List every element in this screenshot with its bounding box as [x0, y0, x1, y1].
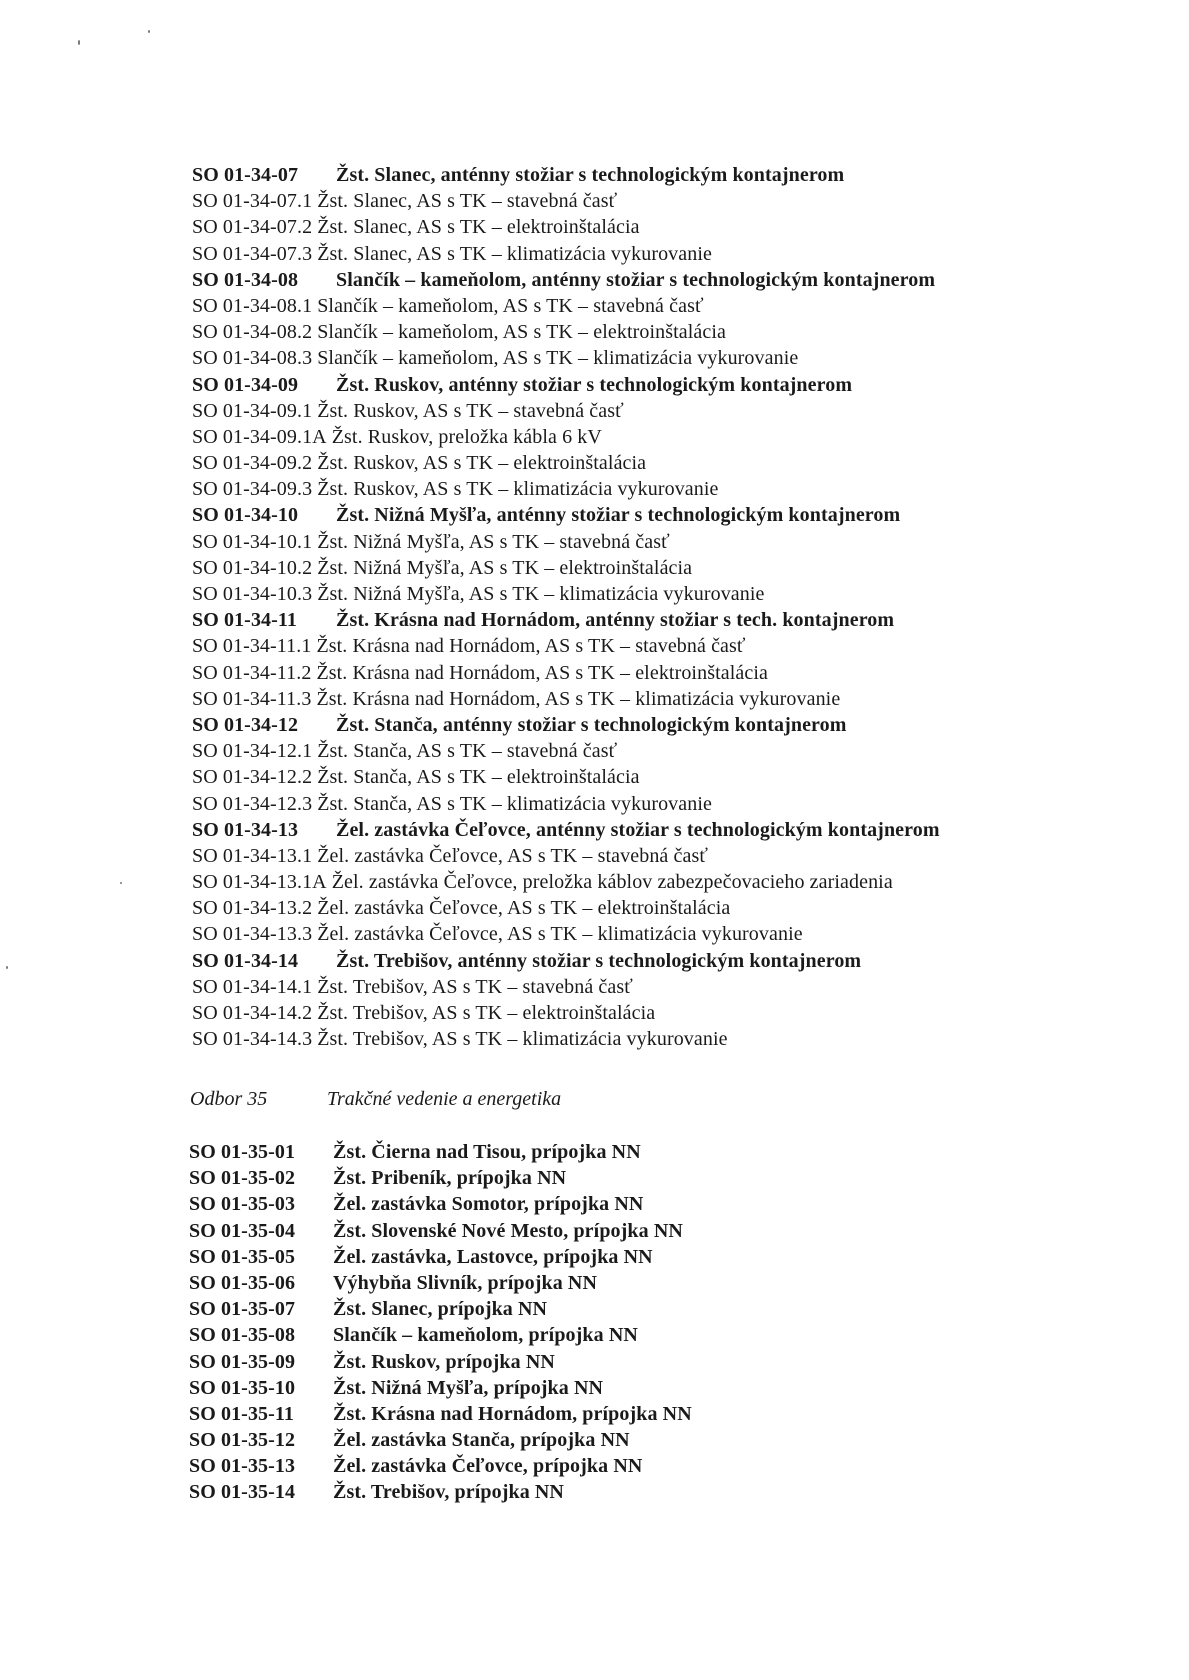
object-code: SO 01-34-13.1: [192, 844, 313, 867]
object-code: SO 01-34-11.2: [192, 661, 312, 684]
object-code: SO 01-34-09.2: [192, 452, 313, 475]
scan-speck: [148, 30, 150, 33]
object-description: Žel. zastávka Čeľovce, AS s TK – stavebná časť: [317, 844, 708, 867]
object-code: SO 01-34-14: [192, 949, 299, 972]
object-description: Žst. Nižná Myšľa, prípojka NN: [333, 1376, 604, 1399]
object-heading-row: [189, 1139, 889, 1165]
object-sub-row: [192, 398, 1072, 424]
object-code: SO 01-35-03: [189, 1193, 296, 1216]
object-description: Žst. Ruskov, prípojka NN: [333, 1350, 555, 1373]
object-code: SO 01-34-13: [192, 818, 299, 841]
object-sub-row: [192, 241, 1072, 267]
object-description: Žst. Slanec, prípojka NN: [333, 1298, 548, 1321]
object-heading-row: [192, 372, 1072, 398]
object-description: Žst. Ruskov, AS s TK – elektroinštalácia: [317, 452, 647, 475]
object-description: Žst. Krásna nad Hornádom, AS s TK – stavebná časť: [316, 635, 746, 658]
object-sub-row: [192, 738, 1072, 764]
object-code: SO 01-35-05: [189, 1245, 296, 1268]
object-heading-row: [189, 1479, 889, 1505]
object-code: SO 01-35-06: [189, 1271, 296, 1294]
scan-speck: [6, 966, 8, 969]
object-heading-row: [189, 1296, 889, 1322]
object-code: SO 01-34-12: [192, 713, 299, 736]
object-code: SO 01-34-09.1A: [192, 425, 327, 448]
object-heading-row: [189, 1401, 889, 1427]
object-code: SO 01-34-14.1: [192, 975, 313, 998]
object-sub-row: [192, 529, 1072, 555]
object-code: SO 01-35-11: [189, 1402, 294, 1425]
object-description: Žst. Čierna nad Tisou, prípojka NN: [333, 1141, 641, 1163]
object-code: SO 01-34-11: [192, 609, 297, 632]
object-heading-row: [192, 712, 1072, 738]
object-description: Žst. Stanča, anténny stožiar s technologickým kontajnerom: [336, 713, 847, 736]
object-code: SO 01-35-02: [189, 1167, 296, 1190]
object-code: SO 01-34-07: [192, 164, 299, 186]
object-description: Žst. Nižná Myšľa, AS s TK – elektroinštalácia: [317, 556, 693, 579]
object-heading-row: [192, 817, 1072, 843]
object-description: Žst. Slovenské Nové Mesto, prípojka NN: [333, 1219, 683, 1242]
object-description: Žst. Slanec, anténny stožiar s technologickým kontajnerom: [336, 164, 845, 186]
object-heading-row: [189, 1270, 889, 1296]
object-code: SO 01-35-13: [189, 1455, 296, 1478]
object-code: SO 01-34-08.1: [192, 294, 313, 317]
object-code: SO 01-34-09.1: [192, 399, 313, 422]
object-sub-row: [192, 921, 1072, 947]
object-description: Žel. zastávka Čeľovce, AS s TK – elektroinštalácia: [317, 897, 731, 920]
object-code: SO 01-34-08: [192, 268, 299, 291]
object-code: SO 01-34-09.3: [192, 478, 313, 501]
object-code: SO 01-34-09: [192, 373, 299, 396]
object-description: Žst. Krásna nad Hornádom, AS s TK – klimatizácia vykurovanie: [316, 687, 841, 710]
object-code: SO 01-34-10.1: [192, 530, 313, 553]
object-heading-row: [189, 1322, 889, 1348]
object-code: SO 01-35-04: [189, 1219, 296, 1242]
object-sub-row: [192, 974, 1072, 1000]
object-description: Slančík – kameňolom, AS s TK – elektroinštalácia: [317, 321, 726, 344]
scan-speck: [78, 40, 80, 45]
object-description: Žel. zastávka, Lastovce, prípojka NN: [333, 1245, 653, 1268]
object-description: Žst. Slanec, AS s TK – elektroinštalácia: [317, 216, 640, 239]
object-sub-row: [192, 895, 1072, 921]
object-description: Žst. Krásna nad Hornádom, anténny stožiar s tech. kontajnerom: [336, 609, 895, 632]
object-sub-row: [192, 1000, 1072, 1026]
object-description: Žst. Ruskov, AS s TK – klimatizácia vykurovanie: [317, 478, 719, 501]
object-heading-row: [192, 162, 1072, 188]
section-35-title: Trakčné vedenie a energetika: [327, 1088, 562, 1110]
object-sub-row: [192, 424, 1072, 450]
object-sub-row: [192, 843, 1072, 869]
object-description: Žst. Ruskov, AS s TK – stavebná časť: [317, 399, 624, 422]
object-sub-row: [192, 293, 1072, 319]
object-code: SO 01-34-11.1: [192, 635, 312, 658]
section-35-object-list: [189, 1139, 889, 1506]
object-description: Žst. Trebišov, AS s TK – elektroinštalácia: [317, 1002, 656, 1024]
object-heading-row: [189, 1165, 889, 1191]
object-heading-row: [192, 502, 1072, 528]
object-description: Žst. Ruskov, preložka kábla 6 kV: [331, 425, 602, 448]
object-description: Žst. Trebišov, AS s TK – stavebná časť: [317, 975, 633, 998]
object-code: SO 01-35-14: [189, 1481, 296, 1504]
object-code: SO 01-34-07.3: [192, 242, 313, 265]
object-sub-row: [192, 188, 1072, 214]
object-code: SO 01-34-11.3: [192, 687, 312, 710]
object-heading-row: [189, 1375, 889, 1401]
object-description: Žst. Stanča, AS s TK – stavebná časť: [317, 740, 618, 763]
object-code: SO 01-34-14.2: [192, 1002, 313, 1024]
object-code: SO 01-34-07.1: [192, 190, 313, 213]
object-sub-row: [192, 686, 1072, 712]
object-code: SO 01-34-07.2: [192, 216, 313, 239]
object-sub-row: [192, 791, 1072, 817]
object-description: Slančík – kameňolom, anténny stožiar s technologickým kontajnerom: [336, 268, 936, 291]
object-sub-row: [192, 633, 1072, 659]
object-code: SO 01-34-13.1A: [192, 871, 327, 894]
object-description: Žst. Stanča, AS s TK – elektroinštalácia: [317, 766, 640, 789]
object-code: SO 01-34-08.2: [192, 321, 313, 344]
object-description: Žst. Nižná Myšľa, AS s TK – stavebná časť: [317, 530, 670, 553]
object-description: Slančík – kameňolom, AS s TK – stavebná časť: [317, 294, 704, 317]
object-description: Žst. Trebišov, anténny stožiar s technologickým kontajnerom: [336, 949, 862, 972]
object-sub-row: [192, 214, 1072, 240]
object-sub-row: [192, 660, 1072, 686]
object-description: Žel. zastávka Čeľovce, prípojka NN: [333, 1455, 643, 1478]
object-sub-row: [192, 450, 1072, 476]
object-sub-row: [192, 555, 1072, 581]
object-heading-row: [189, 1191, 889, 1217]
object-code: SO 01-34-13.2: [192, 897, 313, 920]
object-code: SO 01-35-09: [189, 1350, 296, 1373]
scan-speck: [120, 882, 122, 884]
object-description: Žel. zastávka Čeľovce, AS s TK – klimatizácia vykurovanie: [317, 923, 803, 946]
object-description: Žst. Trebišov, prípojka NN: [333, 1481, 564, 1504]
object-heading-row: [192, 607, 1072, 633]
section-34-object-list: [192, 162, 1072, 1052]
object-heading-row: [189, 1218, 889, 1244]
section-35-number: Odbor 35: [190, 1088, 268, 1110]
object-code: SO 01-35-01: [189, 1141, 296, 1163]
object-description: Slančík – kameňolom, prípojka NN: [333, 1324, 638, 1347]
object-code: SO 01-34-08.3: [192, 347, 313, 370]
object-code: SO 01-34-12.1: [192, 740, 313, 763]
object-description: Slančík – kameňolom, AS s TK – klimatizácia vykurovanie: [317, 347, 799, 370]
object-code: SO 01-34-14.3: [192, 1028, 313, 1051]
object-description: Žst. Pribeník, prípojka NN: [333, 1167, 567, 1190]
object-heading-row: [189, 1453, 889, 1479]
object-code: SO 01-34-13.3: [192, 923, 313, 946]
object-description: Žel. zastávka Stanča, prípojka NN: [333, 1429, 630, 1452]
object-code: SO 01-35-10: [189, 1376, 296, 1399]
section-35-heading: [190, 1086, 561, 1112]
object-sub-row: [192, 764, 1072, 790]
object-code: SO 01-34-12.2: [192, 766, 313, 789]
object-description: Žst. Nižná Myšľa, anténny stožiar s technologickým kontajnerom: [336, 504, 901, 527]
object-description: Žst. Stanča, AS s TK – klimatizácia vykurovanie: [317, 792, 712, 815]
object-sub-row: [192, 476, 1072, 502]
object-description: Žel. zastávka Čeľovce, anténny stožiar s technologickým kontajnerom: [336, 818, 940, 841]
object-code: SO 01-34-10.3: [192, 583, 313, 605]
object-code: SO 01-34-10: [192, 504, 299, 527]
object-heading-row: [192, 267, 1072, 293]
object-description: Žst. Krásna nad Hornádom, prípojka NN: [333, 1402, 692, 1425]
object-code: SO 01-34-12.3: [192, 792, 313, 815]
object-code: SO 01-35-07: [189, 1298, 296, 1321]
object-description: Žst. Nižná Myšľa, AS s TK – klimatizácia vykurovanie: [317, 583, 765, 605]
object-description: Žel. zastávka Čeľovce, preložka káblov zabezpečovacieho zariadenia: [331, 871, 893, 894]
object-description: Výhybňa Slivník, prípojka NN: [333, 1271, 598, 1294]
object-code: SO 01-34-10.2: [192, 556, 313, 579]
object-sub-row: [192, 869, 1072, 895]
object-description: Žst. Trebišov, AS s TK – klimatizácia vykurovanie: [317, 1028, 728, 1051]
object-description: Žst. Slanec, AS s TK – stavebná časť: [317, 190, 618, 213]
object-code: SO 01-35-08: [189, 1324, 296, 1347]
object-description: Žst. Ruskov, anténny stožiar s technologickým kontajnerom: [336, 373, 853, 396]
object-description: Žst. Krásna nad Hornádom, AS s TK – elektroinštalácia: [316, 661, 768, 684]
object-heading-row: [192, 948, 1072, 974]
object-heading-row: [189, 1427, 889, 1453]
object-sub-row: [192, 1026, 1072, 1052]
object-description: Žst. Slanec, AS s TK – klimatizácia vykurovanie: [317, 242, 712, 265]
object-code: SO 01-35-12: [189, 1429, 296, 1452]
object-sub-row: [192, 581, 1072, 607]
object-description: Žel. zastávka Somotor, prípojka NN: [333, 1193, 644, 1216]
object-heading-row: [189, 1244, 889, 1270]
object-heading-row: [189, 1349, 889, 1375]
object-sub-row: [192, 319, 1072, 345]
object-sub-row: [192, 345, 1072, 371]
